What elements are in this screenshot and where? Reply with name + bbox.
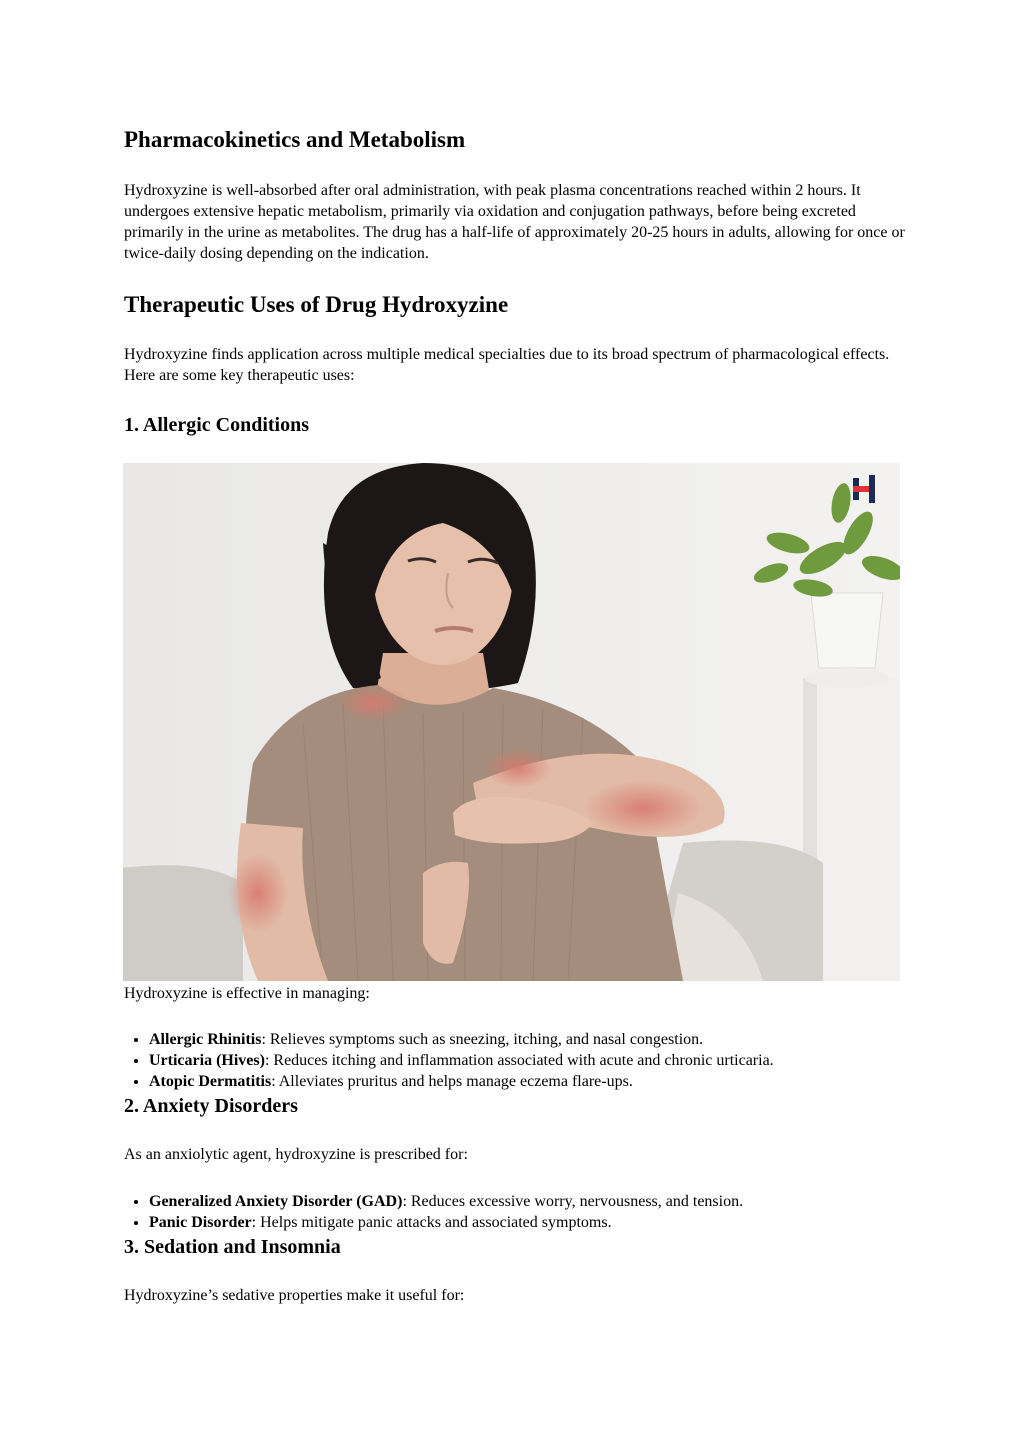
list-item — [149, 1212, 929, 1233]
heading-anxiety-disorders: 2. Anxiety Disorders — [124, 1095, 298, 1117]
heading-sedation-insomnia: 3. Sedation and Insomnia — [124, 1236, 341, 1258]
paragraph-anxiety-intro: As an anxiolytic agent, hydroxyzine is prescribed for: — [124, 1146, 468, 1163]
anxiety-disorders-list — [124, 1191, 929, 1233]
paragraph-therapeutic-uses: Hydroxyzine finds application across multiple medical specialties due to its broad spectrum of pharmacological effects. Here are some key therapeutic uses: — [124, 346, 890, 384]
paragraph-pharmacokinetics: Hydroxyzine is well-absorbed after oral administration, with peak plasma concentrations reached within 2 hours. It undergoes extensive hepatic metabolism, primarily via oxidation and conjugation pathways, before being excreted primarily in the urine as metabolites. The drug has a half-life of approximately 20-25 hours in adults, allowing for once or twice-daily dosing depending on the indication. — [124, 182, 905, 262]
caption-allergic: Hydroxyzine is effective in managing: — [124, 985, 370, 1002]
list-item — [149, 1191, 929, 1212]
allergic-conditions-list — [124, 1029, 929, 1092]
list-item — [149, 1029, 929, 1050]
list-item-term: Atopic Dermatitis — [149, 1073, 272, 1090]
list-item-term: Generalized Anxiety Disorder (GAD) — [149, 1193, 403, 1210]
allergy-illustration — [123, 463, 900, 981]
heading-allergic-conditions: 1. Allergic Conditions — [124, 414, 310, 436]
paragraph-sedation-intro: Hydroxyzine’s sedative properties make it useful for: — [124, 1287, 465, 1304]
list-item-desc: : Helps mitigate panic attacks and associated symptoms. — [251, 1214, 612, 1231]
list-item-desc: : Relieves symptoms such as sneezing, itching, and nasal congestion. — [261, 1031, 704, 1048]
list-item-desc: : Reduces itching and inflammation associated with acute and chronic urticaria. — [264, 1052, 774, 1069]
heading-therapeutic-uses: Therapeutic Uses of Drug Hydroxyzine — [124, 292, 509, 317]
list-item — [149, 1071, 929, 1092]
heading-pharmacokinetics: Pharmacokinetics and Metabolism — [124, 127, 466, 152]
list-item-term: Urticaria (Hives) — [149, 1052, 265, 1069]
list-item-desc: : Reduces excessive worry, nervousness, and tension. — [402, 1193, 744, 1210]
list-item-term: Allergic Rhinitis — [149, 1031, 262, 1048]
list-item-desc: : Alleviates pruritus and helps manage eczema flare-ups. — [271, 1073, 633, 1090]
allergy-photo — [123, 463, 900, 981]
list-item — [149, 1050, 929, 1071]
list-item-term: Panic Disorder — [149, 1214, 252, 1231]
